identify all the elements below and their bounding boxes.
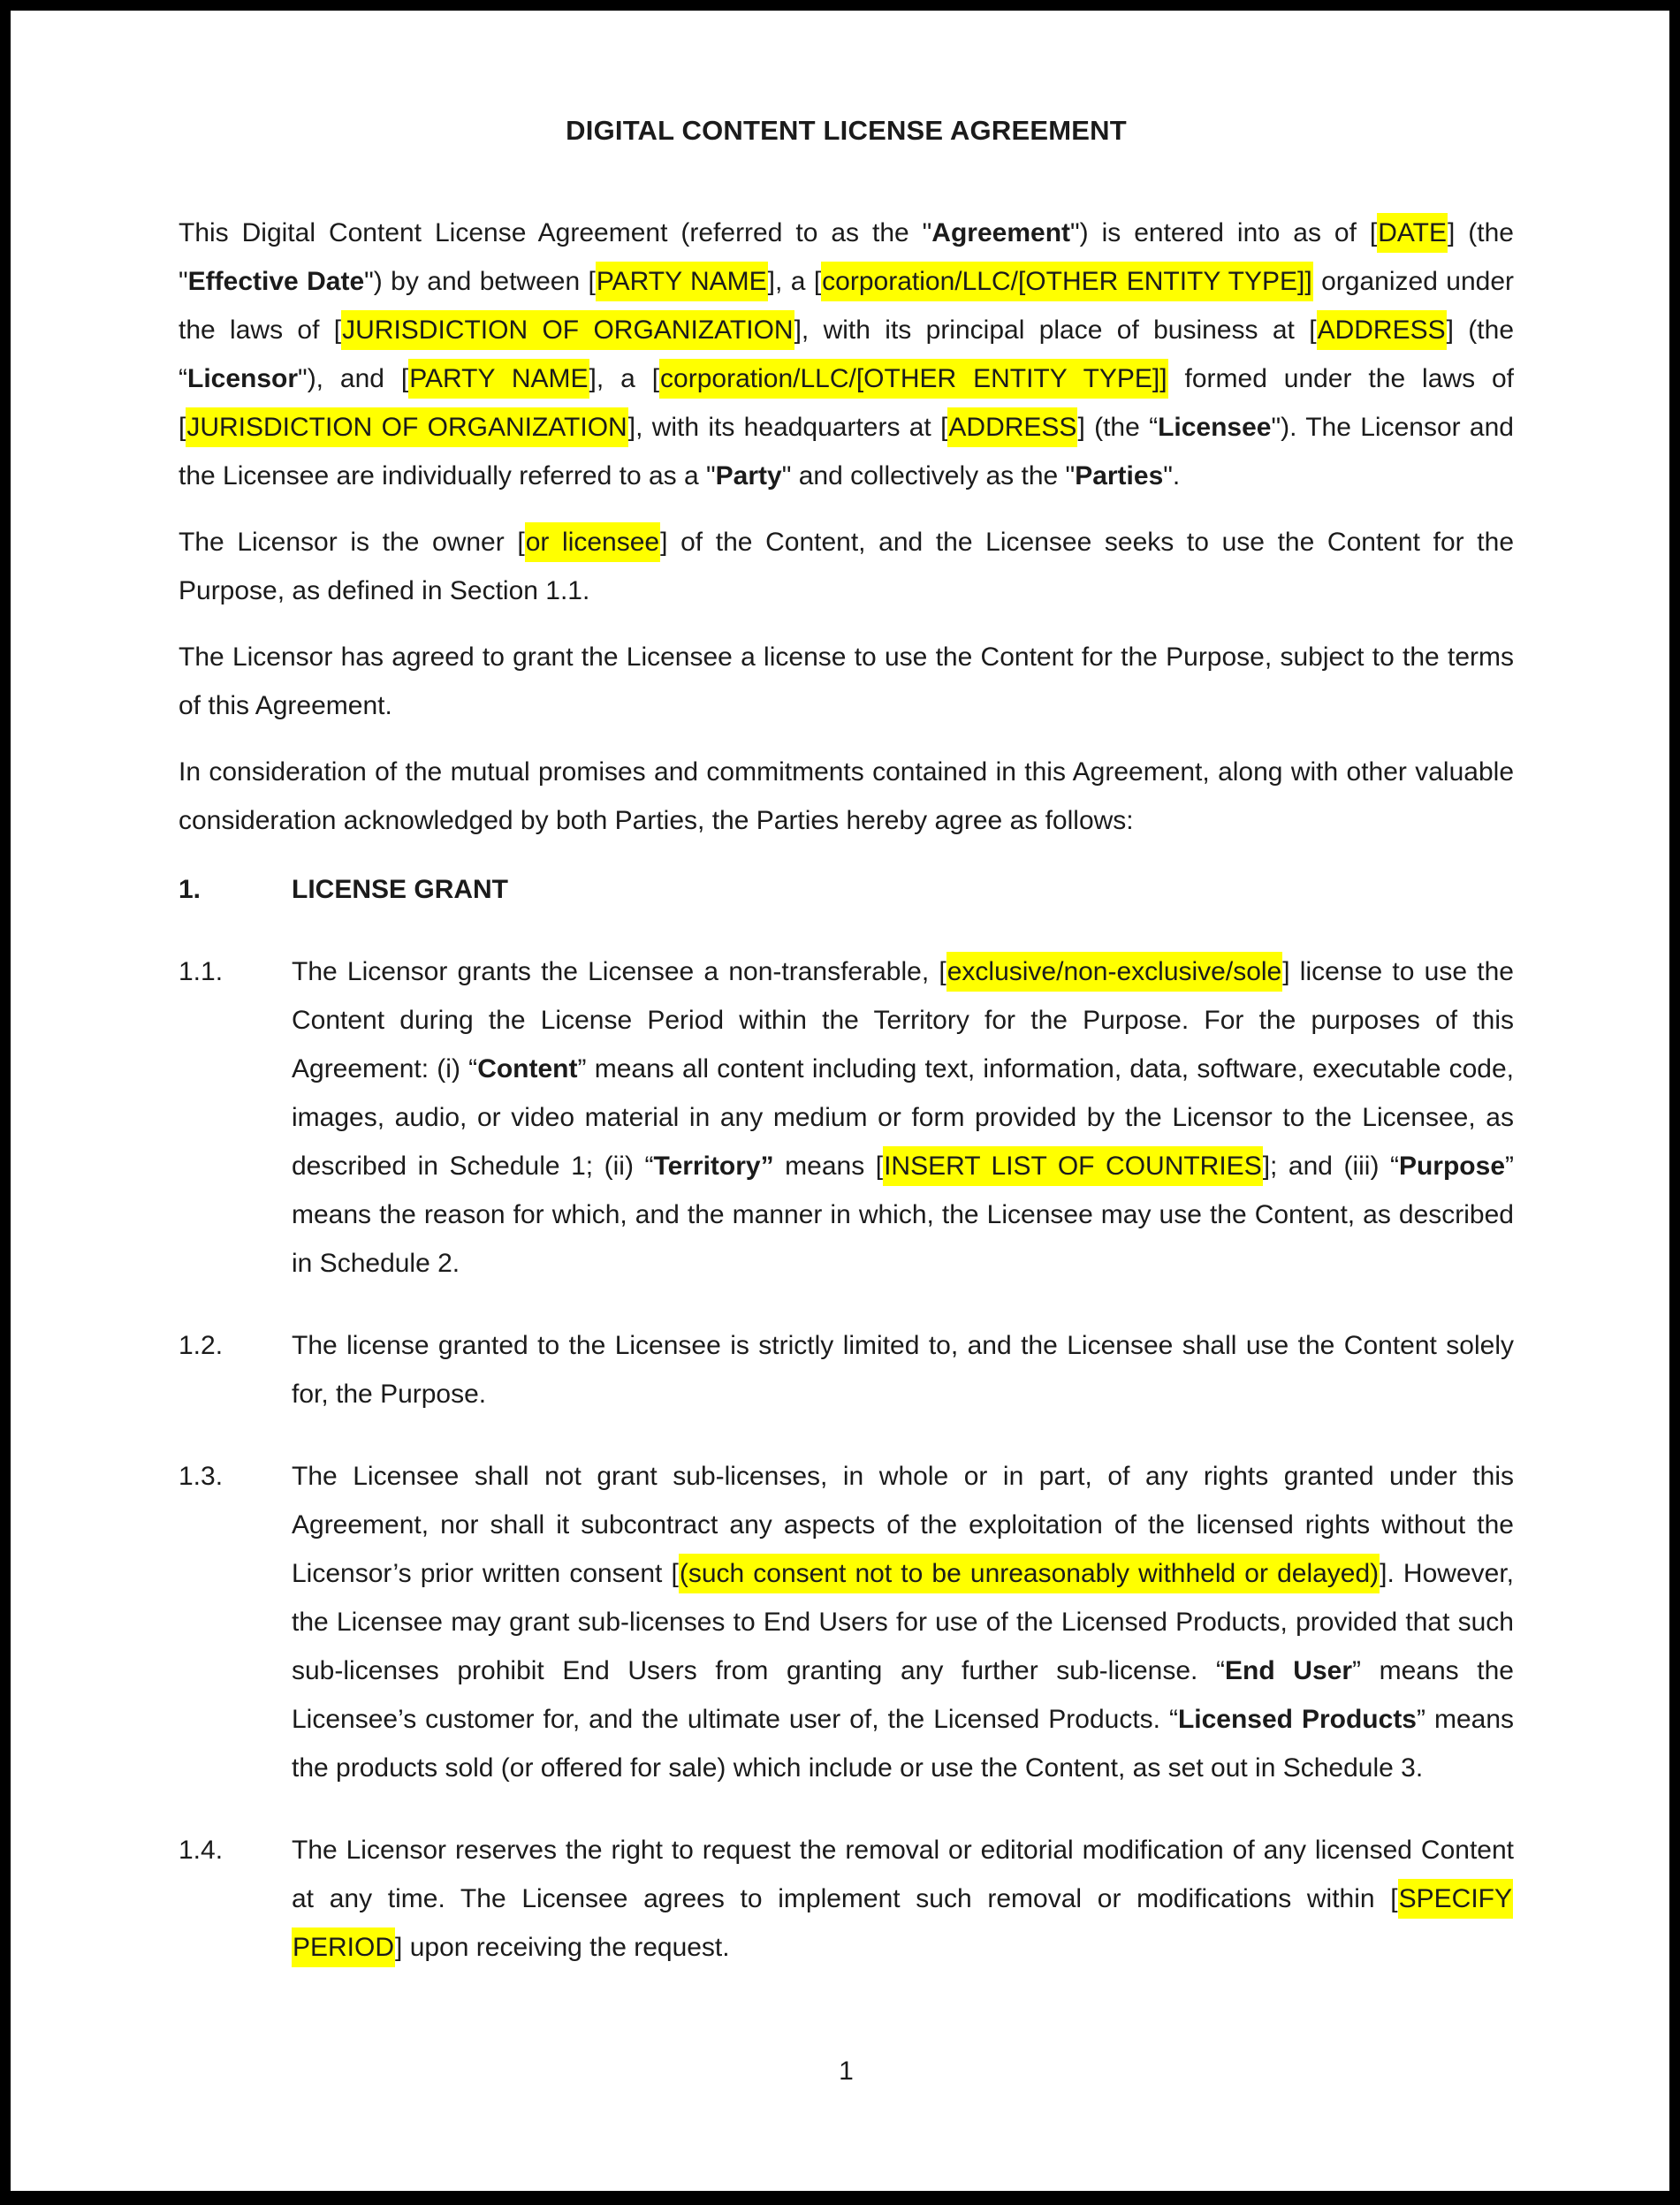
clause-1-4 bbox=[179, 1826, 1514, 1972]
text-run: organized under the laws of [ bbox=[179, 267, 1515, 345]
text-run: ], with its headquarters at [ bbox=[627, 413, 948, 442]
bold-text: Licensee bbox=[1158, 413, 1272, 442]
text-run: means [ bbox=[773, 1152, 884, 1181]
text-run: ” means the products sold (or offered for sale) which include or use the Content, as set out in Schedule 3. bbox=[292, 1705, 1515, 1783]
text-run: ] license to use the Content during the License Period within the Territory for the Purpose. For the purposes of this Agreement: (i) “ bbox=[292, 957, 1514, 1083]
text-run: ]. However, the Licensee may grant sub-licenses to End Users for use of the Licensed Products, provided that such sub-licenses prohibit End Users from granting any further sub-license. “ bbox=[292, 1559, 1514, 1685]
text-run: ], a [ bbox=[589, 364, 660, 393]
highlighted-placeholder: ADDRESS bbox=[947, 407, 1077, 447]
highlighted-placeholder: INSERT LIST OF COUNTRIES bbox=[883, 1146, 1263, 1186]
highlighted-placeholder: or licensee bbox=[525, 522, 660, 562]
text-run: The Licensor has agreed to grant the Licensee a license to use the Content for the Purpose, subject to the terms of this Agreement. bbox=[179, 642, 1514, 720]
section-title: LICENSE GRANT bbox=[292, 875, 509, 904]
clause-1-1 bbox=[179, 947, 1514, 1288]
highlighted-placeholder: JURISDICTION OF ORGANIZATION bbox=[186, 407, 627, 447]
bold-text: Purpose bbox=[1398, 1152, 1505, 1181]
bold-text: Agreement bbox=[931, 218, 1071, 247]
text-run: This Digital Content License Agreement (referred to as the " bbox=[179, 218, 932, 247]
text-run: ” means the Licensee’s customer for, and the ultimate user of, the Licensed Products. “ bbox=[292, 1656, 1514, 1734]
highlighted-placeholder: exclusive/non-exclusive/sole bbox=[946, 952, 1283, 992]
clause-text bbox=[292, 947, 1514, 1288]
section-heading bbox=[179, 871, 1514, 909]
text-run: ” means all content including text, information, data, software, executable code, images, audio, or video material in any medium or form provided by the Licensor to the Licensee, as described in Schedule 1; (ii) “ bbox=[292, 1054, 1515, 1181]
text-run: The Licensor grants the Licensee a non-transferable, [ bbox=[292, 957, 946, 986]
clause-1-2 bbox=[179, 1321, 1514, 1418]
text-run: ]; and (iii) “ bbox=[1262, 1152, 1399, 1181]
section-number: 1. bbox=[179, 875, 201, 904]
clause-number: 1.1. bbox=[179, 957, 224, 986]
bold-text: Licensed Products bbox=[1177, 1705, 1417, 1734]
bold-text: Content bbox=[477, 1054, 578, 1083]
bold-text: Territory” bbox=[653, 1152, 774, 1181]
bold-text: Party bbox=[715, 461, 782, 490]
page-number: 1 bbox=[839, 2057, 854, 2086]
clause-number: 1.4. bbox=[179, 1836, 224, 1865]
text-run: ], with its principal place of business at [ bbox=[794, 316, 1317, 345]
intro-paragraph-4 bbox=[179, 748, 1514, 845]
highlighted-placeholder: corporation/LLC/[OTHER ENTITY TYPE]] bbox=[659, 359, 1168, 399]
text-run: The Licensor reserves the right to request the removal or editorial modification of any licensed Content at any time. The Licensee agrees to implement such removal or modifications within [ bbox=[292, 1836, 1514, 1913]
text-run: ] of the Content, and the Licensee seeks to use the Content for the Purpose, as defined in Section 1.1. bbox=[179, 528, 1515, 605]
highlighted-placeholder: PARTY NAME bbox=[408, 359, 589, 399]
text-run: ], a [ bbox=[767, 267, 822, 296]
document-title: DIGITAL CONTENT LICENSE AGREEMENT bbox=[566, 115, 1127, 146]
bold-text: Licensor bbox=[187, 364, 299, 393]
text-run: ". bbox=[1163, 461, 1181, 490]
clause-text bbox=[292, 1321, 1514, 1418]
intro-paragraph-1 bbox=[179, 209, 1514, 500]
text-run: ") is entered into as of [ bbox=[1070, 218, 1378, 247]
text-run: "), and [ bbox=[298, 364, 409, 393]
highlighted-placeholder: SPECIFY PERIOD bbox=[292, 1879, 1513, 1967]
intro-paragraph-3 bbox=[179, 633, 1514, 730]
text-run: ] (the " bbox=[179, 218, 1514, 296]
text-run: "). The Licensor and the Licensee are individually referred to as a " bbox=[179, 413, 1514, 490]
highlighted-placeholder: PARTY NAME bbox=[596, 262, 768, 301]
highlighted-placeholder: JURISDICTION OF ORGANIZATION bbox=[341, 310, 794, 350]
text-run: " and collectively as the " bbox=[781, 461, 1076, 490]
document-content bbox=[179, 115, 1514, 1972]
text-run: The Licensor is the owner [ bbox=[179, 528, 525, 557]
text-run: ] (the “ bbox=[1077, 413, 1159, 442]
bold-text: Parties bbox=[1075, 461, 1164, 490]
text-run: The license granted to the Licensee is strictly limited to, and the Licensee shall use the Content solely for, the Purpose. bbox=[292, 1331, 1514, 1409]
highlighted-placeholder: ADDRESS bbox=[1317, 310, 1447, 350]
text-run: ] upon receiving the request. bbox=[395, 1933, 730, 1962]
bold-text: End User bbox=[1225, 1656, 1352, 1685]
intro-paragraph-2 bbox=[179, 518, 1514, 615]
highlighted-placeholder: DATE bbox=[1377, 213, 1448, 253]
highlighted-placeholder: corporation/LLC/[OTHER ENTITY TYPE]] bbox=[821, 262, 1313, 301]
bold-text: Effective Date bbox=[187, 267, 365, 296]
text-run: formed under the laws of [ bbox=[179, 364, 1514, 442]
text-run: The Licensee shall not grant sub-licenses, in whole or in part, of any rights granted under this Agreement, nor shall it subcontract any aspects of the exploitation of the licensed rights without the Licensor’s prior written consent [ bbox=[292, 1462, 1514, 1588]
text-run: ") by and between [ bbox=[364, 267, 596, 296]
clause-1-3 bbox=[179, 1452, 1514, 1792]
highlighted-placeholder: (such consent not to be unreasonably withheld or delayed) bbox=[679, 1554, 1380, 1593]
text-run: In consideration of the mutual promises and commitments contained in this Agreement, along with other valuable consideration acknowledged by both Parties, the Parties hereby agree as follows: bbox=[179, 757, 1514, 835]
clause-number: 1.2. bbox=[179, 1331, 224, 1360]
clause-text bbox=[292, 1826, 1514, 1972]
clause-number: 1.3. bbox=[179, 1462, 224, 1491]
clause-text bbox=[292, 1452, 1514, 1792]
text-run: ] (the “ bbox=[179, 316, 1514, 393]
text-run: ” means the reason for which, and the manner in which, the Licensee may use the Content, as described in Schedule 2. bbox=[292, 1152, 1514, 1278]
